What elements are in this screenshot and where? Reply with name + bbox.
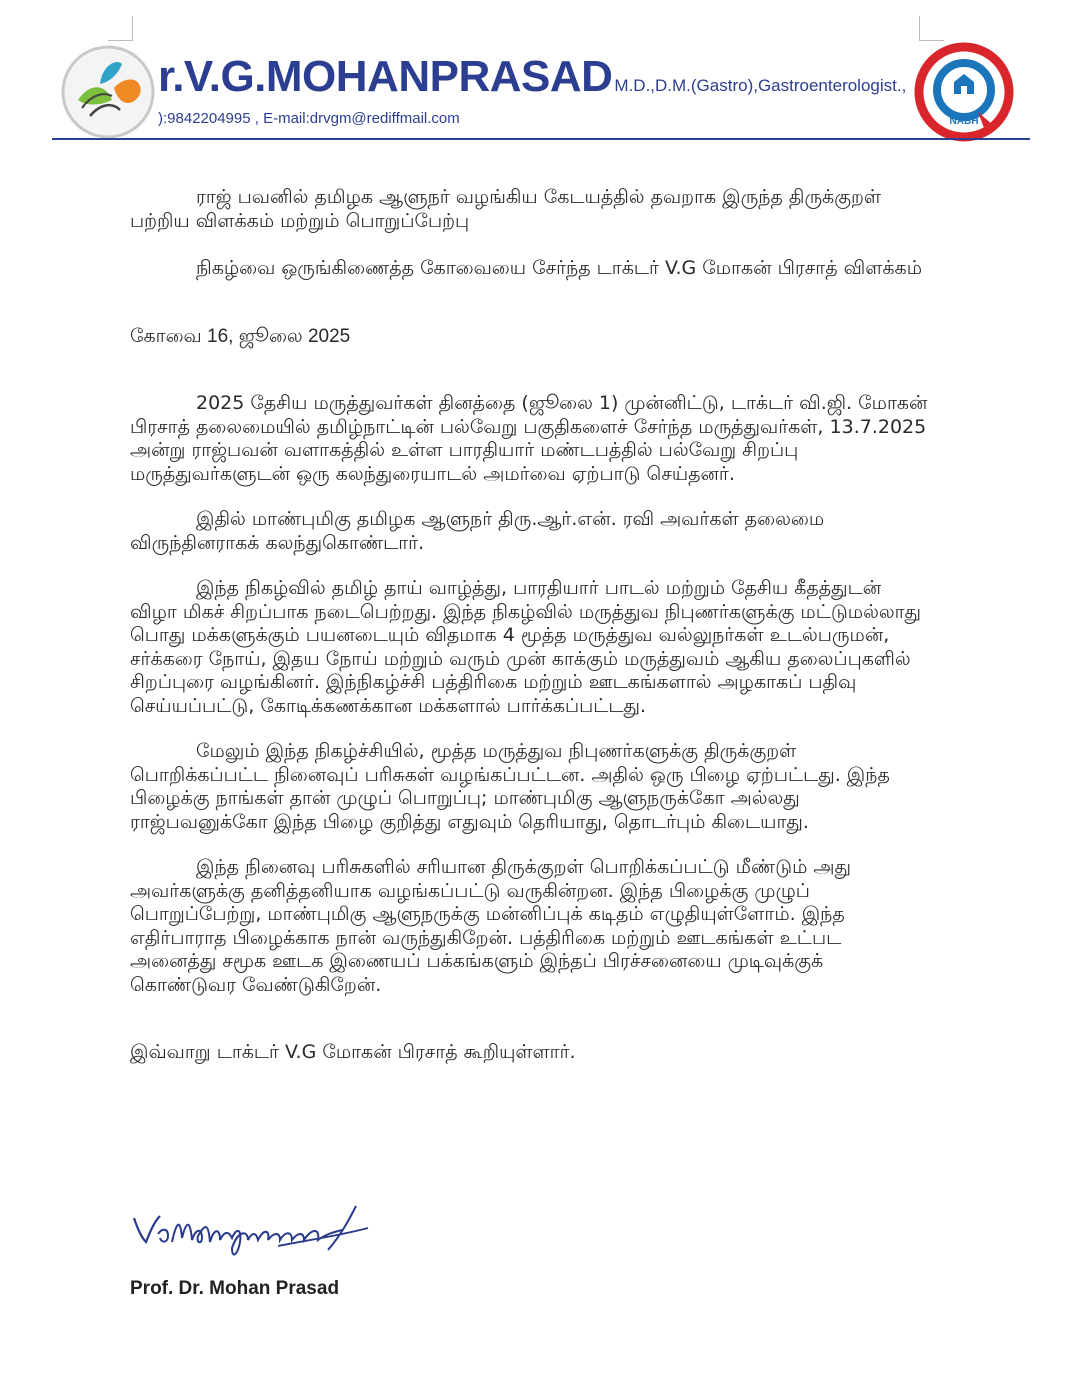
crop-mark-top-right [919, 16, 944, 41]
handwritten-signature [128, 1198, 388, 1268]
nabh-accreditation-icon [914, 42, 1014, 142]
headline: ராஜ் பவனில் தமிழக ஆளுநர் வழங்கிய கேடயத்தில் தவறாக இருந்த திருக்குறள் பற்றிய விளக்கம் மற்றும் பொறுப்பேற்பு [130, 186, 882, 232]
doctor-qualifications: M.D.,D.M.(Gastro),Gastroenterologist., [614, 76, 907, 95]
paragraph: இந்த நிகழ்வில் தமிழ் தாய் வாழ்த்து, பாரதியார் பாடல் மற்றும் தேசிய கீதத்துடன் விழா மிகச் சிறப்பாக நடைபெற்றது. இந்த நிகழ்வில் மருத்துவ நிபுணர்களுக்கு மட்டுமல்லாது பொது மக்களுக்கும் பயனடையும் விதமாக 4 மூத்த மருத்துவ வல்லுநர்கள் உடல்பருமன், சர்க்கரை நோய், இதய நோய் மற்றும் வரும் முன் காக்கும் மருத்துவம் ஆகிய தலைப்புகளில் சிறப்புரை வழங்கினர். இந்நிகழ்ச்சி பத்திரிகை மற்றும் ஊடகங்களால் அழகாகப் பதிவு செய்யப்பட்டு, கோடிக்கணக்கான மக்களால் பார்க்கப்பட்டது. [130, 577, 922, 717]
paragraph: இதில் மாண்புமிகு தமிழக ஆளுநர் திரு.ஆர்.என். ரவி அவர்கள் தலைமை விருந்தினராகக் கலந்துகொண்டார். [130, 508, 825, 554]
paragraph: 2025 தேசிய மருத்துவர்கள் தினத்தை (ஜூலை 1) முன்னிட்டு, டாக்டர் வி.ஜி. மோகன் பிரசாத் தலைமையில் தமிழ்நாட்டின் பல்வேறு பகுதிகளைச் சேர்ந்த மருத்துவர்கள், 13.7.2025 அன்று ராஜ்பவன் வளாகத்தில் உள்ள பாரதியார் மண்டபத்தில் பல்வேறு சிறப்பு மருத்துவர்களுடன் ஒரு கலந்துரையாடல் அமர்வை ஏற்பாடு செய்தனர். [130, 392, 928, 485]
doctor-name: r.V.G.MOHANPRASAD M.D.,D.M.(Gastro),Gastroenterologist., [158, 52, 907, 101]
letterhead-divider [52, 138, 1030, 140]
clinic-logo-icon [60, 44, 156, 140]
dateline: கோவை 16, ஜூலை 2025 [130, 325, 351, 347]
paragraph: இந்த நினைவு பரிசுகளில் சரியான திருக்குறள் பொறிக்கப்பட்டு மீண்டும் அது அவர்களுக்கு தனித்தனியாக வழங்கப்பட்டு வருகின்றன. இந்த பிழைக்கு முழுப் பொறுப்பேற்று, மாண்புமிகு ஆளுநருக்கு மன்னிப்புக் கடிதம் எழுதியுள்ளோம். இந்த எதிர்பாராத பிழைக்காக நான் வருந்துகிறேன். பத்திரிகை மற்றும் ஊடகங்கள் உட்பட அனைத்து சமூக ஊடக இணையப் பக்கங்களும் இந்தப் பிரச்சனையை முடிவுக்குக் கொண்டுவர வேண்டுகிறேன். [130, 856, 852, 996]
crop-mark-top-left [108, 16, 133, 41]
paragraph: மேலும் இந்த நிகழ்ச்சியில், மூத்த மருத்துவ நிபுணர்களுக்கு திருக்குறள் பொறிக்கப்பட்ட நினைவுப் பரிசுகள் வழங்கப்பட்டன. அதில் ஒரு பிழை ஏற்பட்டது. இந்த பிழைக்கு நாங்கள் தான் முழுப் பொறுப்பு; மாண்புமிகு ஆளுநருக்கோ அல்லது ராஜ்பவனுக்கோ இந்த பிழை குறித்து எதுவும் தெரியாது, தொடர்பும் கிடையாது. [130, 740, 890, 833]
closing-line: இவ்வாறு டாக்டர் V.G மோகன் பிரசாத் கூறியுள்ளார். [130, 1041, 576, 1063]
letter-body [130, 186, 930, 1065]
nabh-label: NABH [949, 116, 979, 127]
signer-name: Prof. Dr. Mohan Prasad [130, 1278, 340, 1299]
subheadline: நிகழ்வை ஒருங்கிணைத்த கோவையை சேர்ந்த டாக்டர் V.G மோகன் பிரசாத் விளக்கம் [196, 257, 922, 279]
contact-line: ):9842204995 , E-mail:drvgm@rediffmail.com [158, 110, 460, 127]
